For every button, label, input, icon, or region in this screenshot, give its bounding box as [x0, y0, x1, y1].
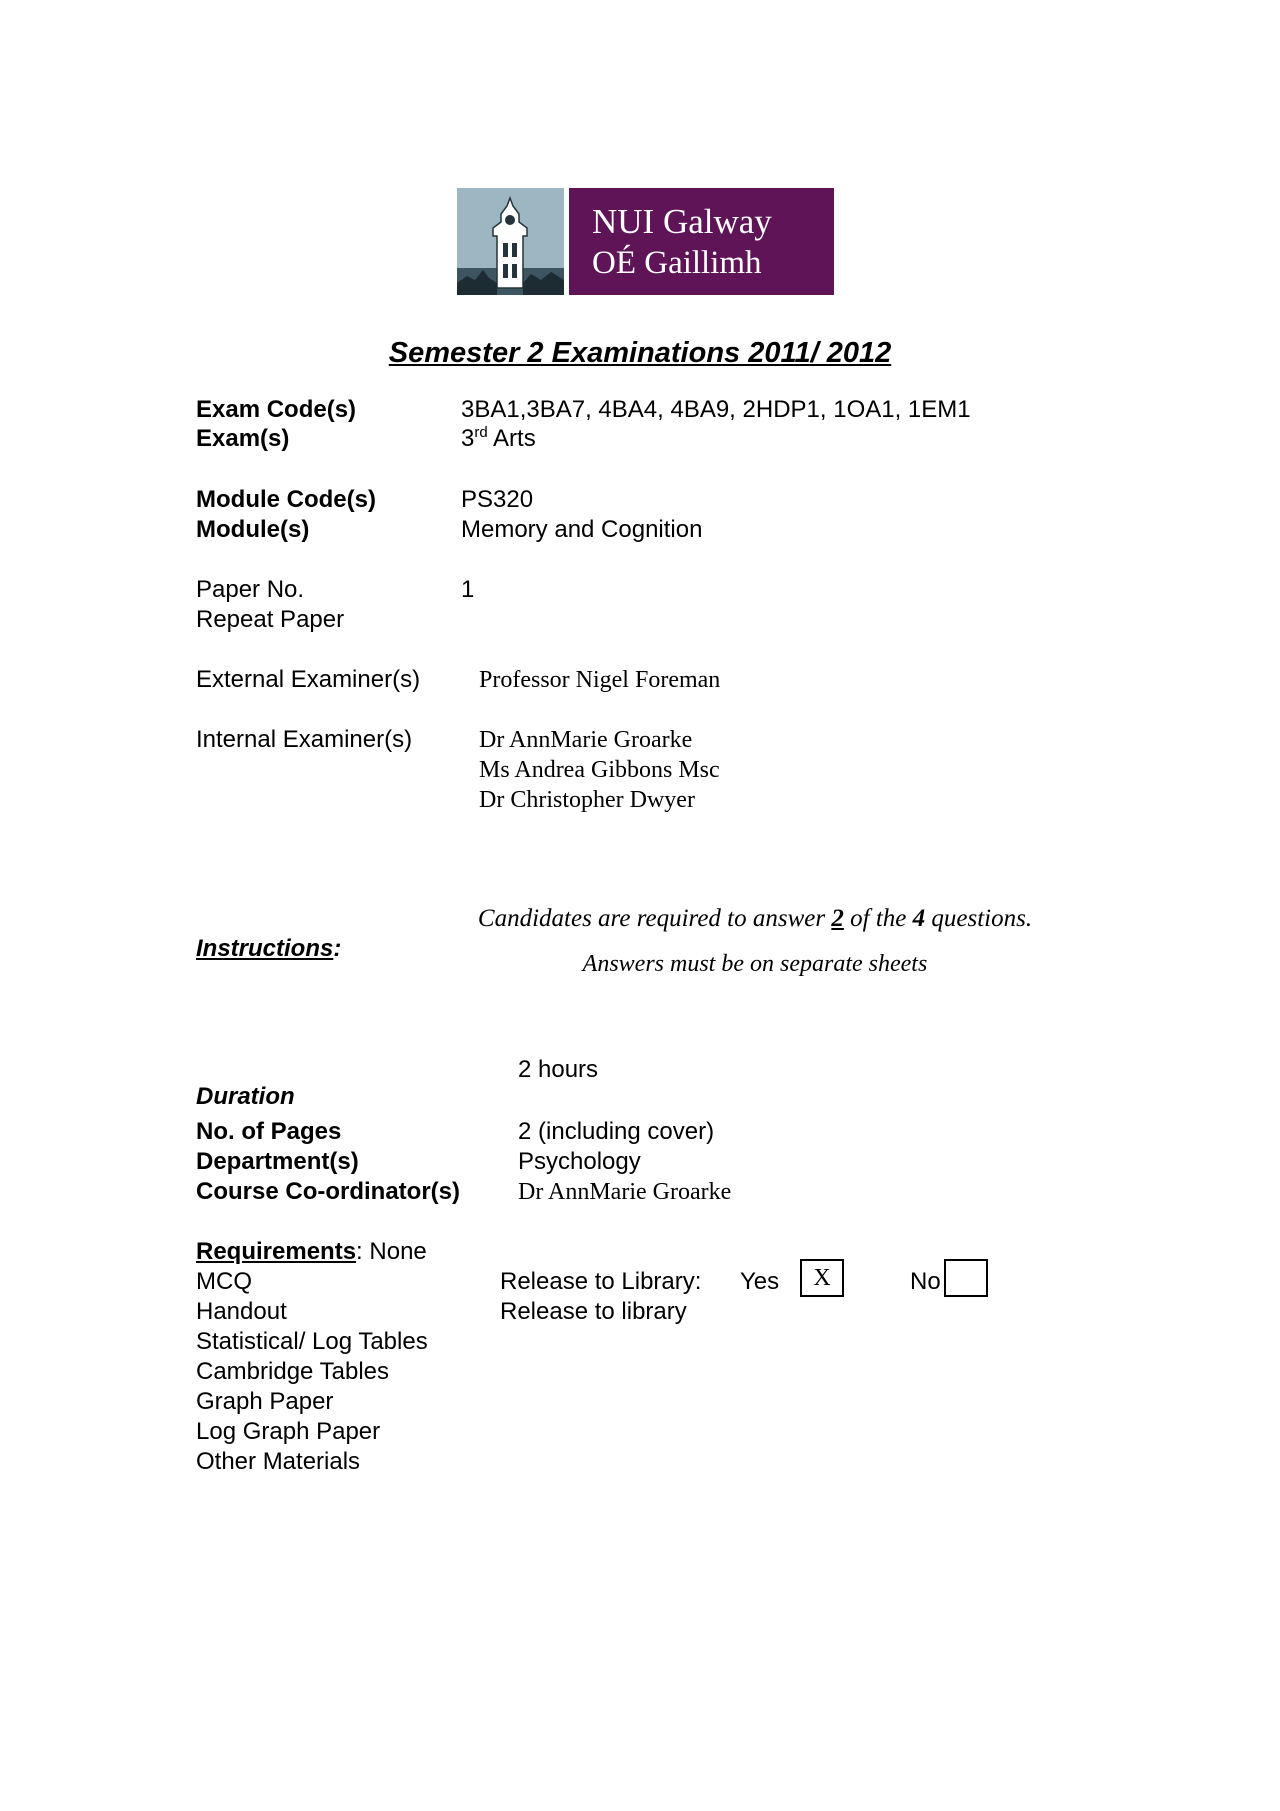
module-codes-label: Module Code(s) — [196, 486, 376, 513]
modules-label: Module(s) — [196, 516, 310, 543]
paper-no-label: Paper No. — [196, 576, 305, 603]
external-examiner: Professor Nigel Foreman — [479, 667, 721, 693]
instructions-line-2: Answers must be on separate sheets — [582, 951, 928, 977]
coordinator-value: Dr AnnMarie Groarke — [518, 1179, 732, 1205]
release-no-label: No — [910, 1268, 941, 1295]
requirement-item: Cambridge Tables — [196, 1358, 389, 1385]
release-label-2: Release to library — [500, 1298, 687, 1325]
module-codes-value: PS320 — [461, 486, 534, 513]
modules-value: Memory and Cognition — [461, 516, 703, 543]
clock-tower-icon — [457, 188, 564, 295]
department-label: Department(s) — [196, 1148, 359, 1175]
requirement-item: Log Graph Paper — [196, 1418, 381, 1445]
exams-label: Exam(s) — [196, 425, 290, 452]
release-yes-checkbox[interactable]: X — [800, 1259, 844, 1297]
exam-codes-value: 3BA1,3BA7, 4BA4, 4BA9, 2HDP1, 1OA1, 1EM1 — [461, 396, 971, 423]
release-label: Release to Library: — [500, 1268, 702, 1295]
instructions-label: Instructions: — [196, 935, 342, 962]
internal-examiners-label: Internal Examiner(s) — [196, 726, 413, 753]
logo-text-english: NUI Galway — [592, 202, 772, 241]
internal-examiner: Dr AnnMarie Groarke — [479, 727, 693, 753]
pages-value: 2 (including cover) — [518, 1118, 715, 1145]
requirements-label: Requirements: None — [196, 1238, 427, 1265]
release-yes-label: Yes — [740, 1268, 780, 1295]
internal-examiner: Dr Christopher Dwyer — [479, 787, 695, 813]
page-title: Semester 2 Examinations 2011/ 2012 — [388, 337, 892, 369]
duration-label: Duration — [196, 1083, 295, 1110]
logo-text-irish: OÉ Gaillimh — [592, 245, 762, 281]
instructions-line-1: Candidates are required to answer 2 of the 4 questions. — [477, 905, 1033, 932]
repeat-paper-label: Repeat Paper — [196, 606, 345, 633]
exams-value: 3rd Arts — [461, 424, 536, 452]
release-no-checkbox[interactable] — [944, 1259, 988, 1297]
requirement-item: Statistical/ Log Tables — [196, 1328, 428, 1355]
requirement-item: Other Materials — [196, 1448, 361, 1475]
department-value: Psychology — [518, 1148, 641, 1175]
requirement-item: MCQ — [196, 1268, 252, 1295]
requirement-item: Graph Paper — [196, 1388, 334, 1415]
coordinator-label: Course Co-ordinator(s) — [196, 1178, 460, 1205]
duration-value: 2 hours — [518, 1056, 599, 1083]
pages-label: No. of Pages — [196, 1118, 342, 1145]
external-examiners-label: External Examiner(s) — [196, 666, 421, 693]
logo-photo — [457, 188, 564, 295]
paper-no-value: 1 — [461, 576, 475, 603]
exam-codes-label: Exam Code(s) — [196, 396, 357, 423]
internal-examiner: Ms Andrea Gibbons Msc — [479, 757, 720, 783]
requirement-item: Handout — [196, 1298, 287, 1325]
